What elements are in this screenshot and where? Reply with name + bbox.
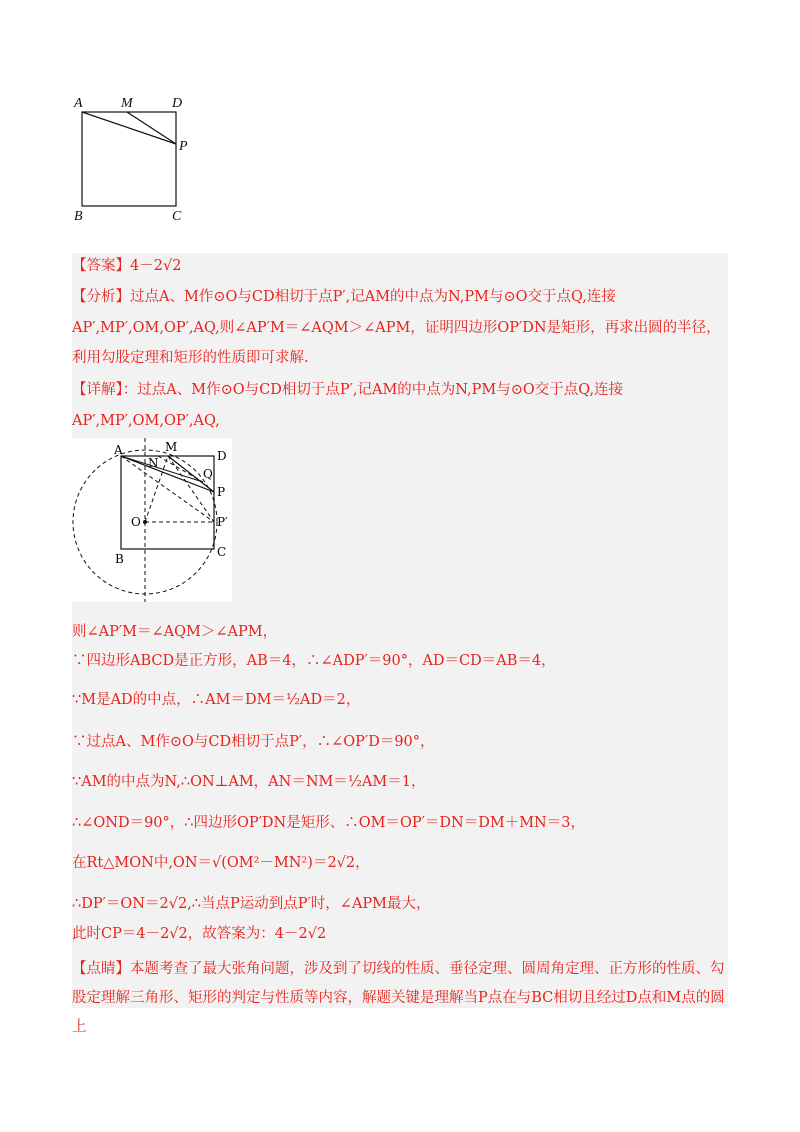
- label-b: B: [74, 209, 83, 224]
- label-b-2: B: [115, 552, 124, 566]
- dashed-mq: [158, 456, 203, 482]
- label-m-2: M: [165, 440, 178, 454]
- segment-ap: [82, 112, 176, 144]
- label-q-2: Q: [203, 467, 213, 481]
- label-m: M: [121, 96, 133, 111]
- step-1: 则∠AP′M＝∠AQM＞∠APM，: [72, 624, 278, 640]
- figure-square-diagram: [72, 92, 202, 230]
- dashed-ap-prime: [121, 456, 214, 522]
- square-abcd: [82, 112, 176, 206]
- label-d: D: [172, 96, 183, 111]
- label-p-2: P: [217, 485, 226, 499]
- label-c: C: [172, 209, 182, 224]
- analysis-line-2: AP′,MP′,OM,OP′,AQ,则∠AP′M＝∠AQM＞∠APM，证明四边形OP′DN是矩形，再求出圆的半径，利用勾股定理和矩形的性质即可求解.: [72, 320, 721, 366]
- step-6: ∴∠OND＝90°，∴四边形OP′DN是矩形、∴OM＝OP′＝DN＝DM＋MN＝3，: [72, 815, 585, 831]
- step-8: ∴DP′＝ON＝2√2,∴当点P运动到点P′时，∠APM最大，: [72, 896, 431, 912]
- point-o: [143, 520, 147, 524]
- label-c-2: C: [217, 545, 227, 559]
- label-p-prime-2: P′: [217, 515, 228, 529]
- step-3: ∵M是AD的中点，∴AM＝DM＝½AD＝2，: [72, 692, 361, 708]
- analysis-line-1: 【分析】过点A、M作⊙O与CD相切于点P′,记AM的中点为N,PM与⊙O交于点Q,连接: [72, 289, 616, 305]
- label-a-2: A: [114, 443, 123, 457]
- detail-line-2: AP′,MP′,OM,OP′,AQ,: [72, 413, 220, 429]
- label-n-2: N: [148, 456, 159, 470]
- comment-text: 【点睛】本题考查了最大张角问题，涉及到了切线的性质、垂径定理、圆周角定理、正方形的性质、勾股定理解三角形、矩形的判定与性质等内容，解题关键是理解当P点在与BC相切且经过D点和M点的圆上: [72, 961, 725, 1035]
- figure-circle-diagram: [72, 438, 232, 602]
- label-o-2: O: [131, 515, 141, 529]
- step-2: ∵四边形ABCD是正方形，AB＝4，∴∠ADP′＝90°，AD＝CD＝AB＝4，: [72, 653, 556, 669]
- segment-mp: [127, 112, 176, 144]
- step-7: 在Rt△MON中,ON＝√(OM²－MN²)＝2√2，: [72, 855, 370, 871]
- segment-aq: [121, 456, 203, 482]
- label-d-2: D: [217, 449, 227, 463]
- answer-line: 【答案】4－2√2: [72, 258, 182, 274]
- step-5: ∵AM的中点为N,∴ON⊥AM，AN＝NM＝½AM＝1，: [72, 774, 426, 790]
- label-p: P: [179, 139, 188, 154]
- detail-line-1: 【详解】：过点A、M作⊙O与CD相切于点P′,记AM的中点为N,PM与⊙O交于点Q,连接: [72, 382, 624, 398]
- step-4: ∵过点A、M作⊙O与CD相切于点P′，∴∠OP′D＝90°，: [72, 734, 435, 750]
- label-a: A: [74, 96, 83, 111]
- figure-circle-diagram-panel: [72, 438, 232, 602]
- step-9: 此时CP＝4－2√2，故答案为：4－2√2: [72, 926, 327, 942]
